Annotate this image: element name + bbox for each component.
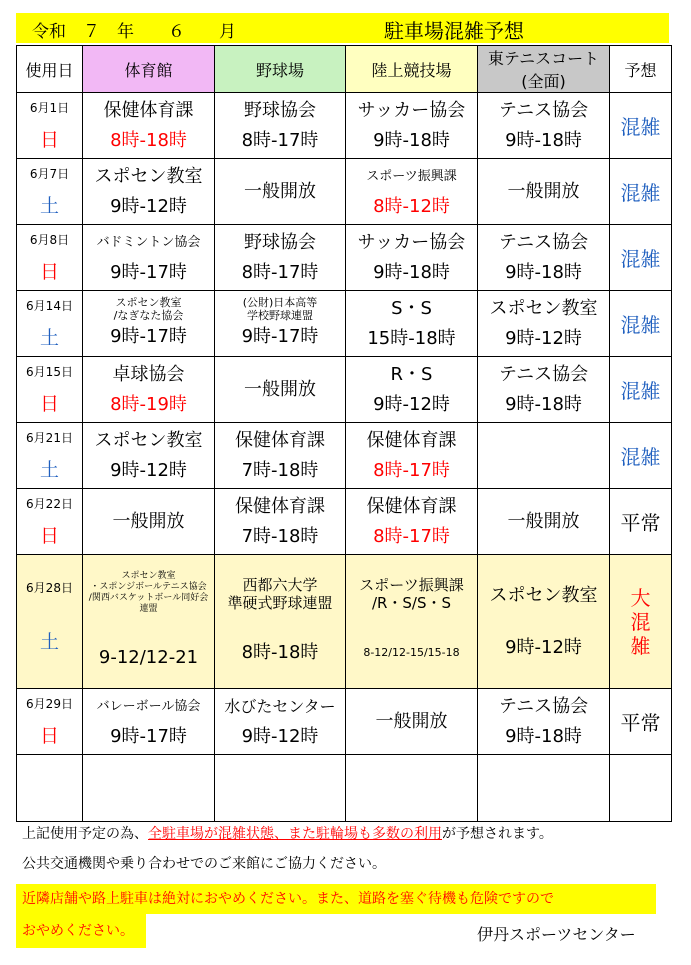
expect-cell: 混雑 (610, 225, 672, 291)
col-gym: 体育館 (83, 46, 215, 93)
gym-cell: 保健体育課 8時-18時 (83, 93, 215, 159)
date-cell: 6月7日 土 (17, 159, 83, 225)
baseball-cell: 西都六大学 準硬式野球連盟 8時-18時 (215, 555, 346, 689)
expect-cell: 混雑 (610, 93, 672, 159)
baseball-cell: 保健体育課 7時-18時 (215, 489, 346, 555)
baseball-cell: 一般開放 (215, 159, 346, 225)
baseball-cell: 一般開放 (215, 357, 346, 423)
date-cell: 6月8日 日 (17, 225, 83, 291)
col-tennis: 東テニスコート(全面) (478, 46, 610, 93)
tennis-cell: 一般開放 (478, 159, 610, 225)
track-cell: スポーツ振興課 /R・S/S・S 8-12/12-15/15-18 (346, 555, 478, 689)
organization-name: 伊丹スポーツセンター (477, 925, 636, 944)
table-row (17, 159, 672, 225)
tennis-cell: 一般開放 (478, 489, 610, 555)
schedule-table (16, 45, 672, 822)
expect-cell: 混雑 (610, 423, 672, 489)
col-date: 使用日 (17, 46, 83, 93)
table-row (17, 93, 672, 159)
warning-line-1: 近隣店舗や路上駐車は絶対におやめください。また、道路を塞ぐ待機も危険ですので (16, 884, 656, 914)
expect-cell: 混雑 (610, 159, 672, 225)
date-cell: 6月15日 日 (17, 357, 83, 423)
track-cell: サッカー協会 9時-18時 (346, 93, 478, 159)
gym-cell: バドミントン協会 9時-17時 (83, 225, 215, 291)
track-cell: サッカー協会 9時-18時 (346, 225, 478, 291)
page-title: 駐車場混雑予想 (384, 19, 524, 43)
col-track: 陸上競技場 (346, 46, 478, 93)
date-cell: 6月21日 土 (17, 423, 83, 489)
date-cell: 6月28日 土 (17, 555, 83, 689)
track-cell: 保健体育課 8時-17時 (346, 489, 478, 555)
header-bar (16, 13, 669, 43)
tennis-cell (478, 423, 610, 489)
date-cell: 6月1日 日 (17, 93, 83, 159)
baseball-cell: (公財)日本高等 学校野球連盟 9時-17時 (215, 291, 346, 357)
track-cell: S・S 15時-18時 (346, 291, 478, 357)
track-cell: 保健体育課 8時-17時 (346, 423, 478, 489)
tennis-cell: スポセン教室 9時-12時 (478, 555, 610, 689)
expect-cell: 混雑 (610, 357, 672, 423)
table-row (17, 291, 672, 357)
date-cell: 6月22日 日 (17, 489, 83, 555)
tennis-cell: テニス協会 9時-18時 (478, 689, 610, 755)
table-row (17, 555, 672, 689)
track-cell: 一般開放 (346, 689, 478, 755)
baseball-cell: 保健体育課 7時-18時 (215, 423, 346, 489)
notice-line-1: 上記使用予定の為、全駐車場が混雑状態、また駐輪場も多数の利用が予想されます。 (22, 826, 553, 842)
warning-line-2: おやめください。 (16, 914, 146, 948)
gym-cell: バレーボール協会 9時-17時 (83, 689, 215, 755)
expect-cell: 大 混 雑 (610, 555, 672, 689)
date-cell: 6月14日 土 (17, 291, 83, 357)
notice-line-2: 公共交通機関や乗り合わせでのご来館にご協力ください。 (22, 856, 386, 872)
expect-cell: 平常 (610, 489, 672, 555)
table-row (17, 489, 672, 555)
gym-cell: スポセン教室 /なぎなた協会 9時-17時 (83, 291, 215, 357)
gym-cell: スポセン教室 ・スポンジボールテニス協会 /関西バスケットボール同好会 連盟 9-12/12-21 (83, 555, 215, 689)
gym-cell: スポセン教室 9時-12時 (83, 423, 215, 489)
gym-cell: 一般開放 (83, 489, 215, 555)
year-month: 令和 ７ 年 ６ 月 (32, 22, 236, 42)
baseball-cell: 野球協会 8時-17時 (215, 93, 346, 159)
col-baseball: 野球場 (215, 46, 346, 93)
table-row (17, 225, 672, 291)
table-row (17, 357, 672, 423)
tennis-cell: テニス協会 9時-18時 (478, 357, 610, 423)
table-row (17, 689, 672, 755)
track-cell: スポーツ振興課 8時-12時 (346, 159, 478, 225)
table-row (17, 423, 672, 489)
tennis-cell: テニス協会 9時-18時 (478, 93, 610, 159)
expect-cell: 平常 (610, 689, 672, 755)
date-cell: 6月29日 日 (17, 689, 83, 755)
gym-cell: スポセン教室 9時-12時 (83, 159, 215, 225)
expect-cell: 混雑 (610, 291, 672, 357)
gym-cell: 卓球協会 8時-19時 (83, 357, 215, 423)
col-expect: 予想 (610, 46, 672, 93)
table-row-empty (17, 755, 672, 822)
track-cell: R・S 9時-12時 (346, 357, 478, 423)
tennis-cell: スポセン教室 9時-12時 (478, 291, 610, 357)
tennis-cell: テニス協会 9時-18時 (478, 225, 610, 291)
baseball-cell: 野球協会 8時-17時 (215, 225, 346, 291)
baseball-cell: 水びたセンター 9時-12時 (215, 689, 346, 755)
